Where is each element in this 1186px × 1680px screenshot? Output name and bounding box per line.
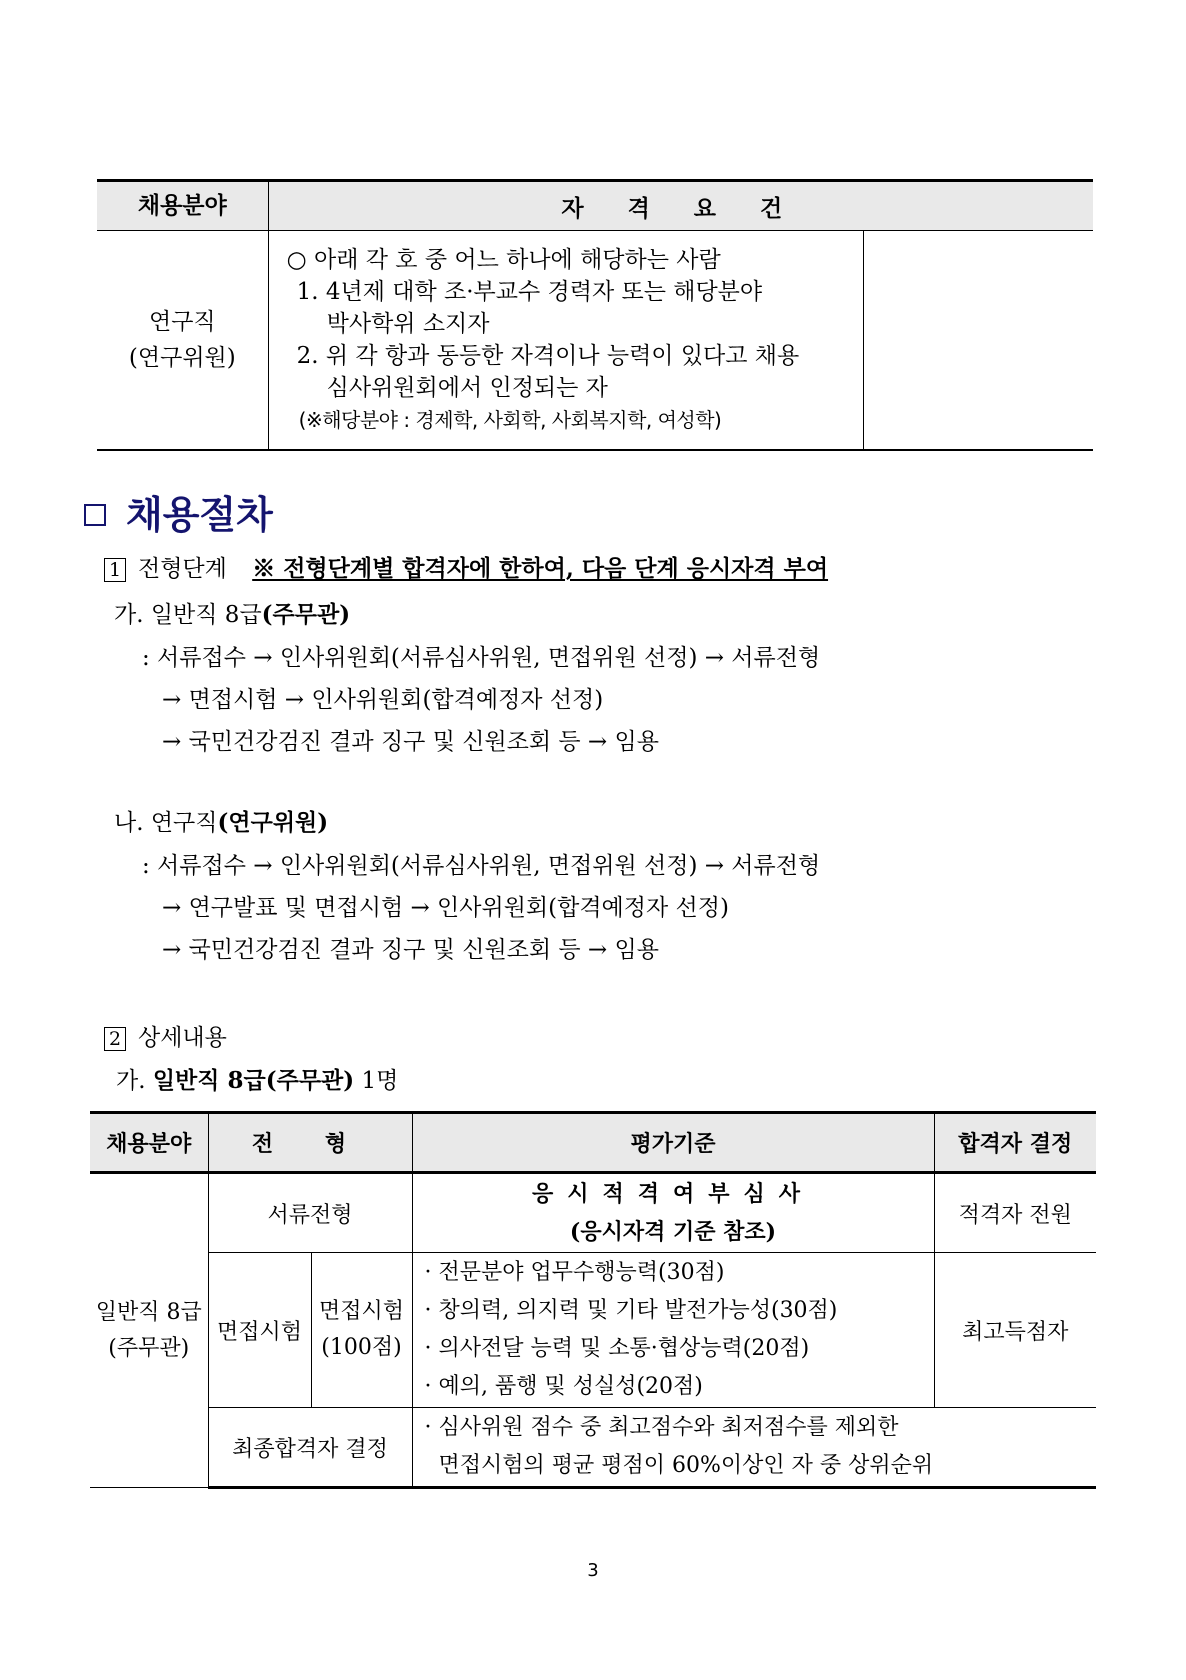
criteria-doc-screening — [412, 1173, 934, 1253]
detail-sub-prefix: 가. — [116, 1068, 146, 1094]
req-intro: ○ 아래 각 호 중 어느 하나에 해당하는 사람 — [286, 247, 721, 273]
criteria-final-line-2: 면접시험의 평균 평점이 60%이상인 자 중 상위순위 — [438, 1453, 934, 1478]
track-a-step-1: : 서류접수 → 인사위원회(서류심사위원, 면접위원 선정) → 서류전형 — [142, 645, 821, 671]
criteria-interview — [412, 1253, 934, 1408]
decision-interview: 최고득점자 — [934, 1253, 1096, 1408]
req-item-1-cont: 박사학위 소지자 — [326, 311, 490, 337]
track-b-step-2: → 연구발표 및 면접시험 → 인사위원회(합격예정자 선정) — [162, 895, 729, 921]
stage-doc-screening: 서류전형 — [208, 1173, 412, 1253]
field-name: 일반직 8급 — [95, 1299, 202, 1325]
req-item-2-cont: 심사위원회에서 인정되는 자 — [326, 375, 608, 401]
track-a-title — [114, 596, 350, 629]
interview-sub-name: 면접시험 — [318, 1299, 404, 1324]
interview-sub-points: (100점) — [321, 1335, 402, 1360]
track-a-title-bold: (주무관) — [261, 601, 351, 628]
track-b-title — [114, 804, 328, 837]
evaluation-table — [90, 1111, 1096, 1489]
detail-sub-suffix: 1명 — [361, 1068, 399, 1094]
field-position: (연구위원) — [128, 345, 236, 371]
requirements-cell — [268, 231, 864, 451]
criteria-final-line-1: · 심사위원 점수 중 최고점수와 최저점수를 제외한 — [424, 1415, 899, 1440]
track-a-step-3: → 국민건강검진 결과 징구 및 신원조회 등 → 임용 — [162, 729, 659, 755]
evaluation-table-header — [90, 1113, 1096, 1173]
header-field: 채용분야 — [97, 181, 268, 231]
page-number: 3 — [587, 1560, 599, 1581]
criteria-interview-1: · 전문분야 업무수행능력(30점) — [424, 1260, 725, 1285]
track-b-title-bold: (연구위원) — [217, 809, 329, 836]
stage-interview-sub — [311, 1253, 412, 1408]
header-stage: 전 형 — [208, 1113, 412, 1173]
criteria-final-decision — [412, 1408, 1096, 1488]
stage-heading — [104, 550, 828, 583]
interview-row — [90, 1253, 1096, 1408]
qualification-row — [97, 231, 1093, 451]
field-cell — [90, 1173, 208, 1488]
criteria-interview-4: · 예의, 품행 및 성실성(20점) — [424, 1374, 703, 1399]
req-note: (※해당분야 : 경제학, 사회학, 사회복지학, 여성학) — [298, 408, 722, 432]
checkbox-bullet-icon — [84, 504, 106, 526]
stage-final-decision: 최종합격자 결정 — [208, 1408, 412, 1488]
decision-doc-screening: 적격자 전원 — [934, 1173, 1096, 1253]
qualification-table-header — [97, 181, 1093, 231]
section-heading — [84, 484, 273, 539]
detail-label: 상세내용 — [138, 1025, 227, 1051]
qualification-table — [97, 179, 1093, 451]
stage-number: 1 — [104, 558, 126, 582]
track-b-title-prefix: 나. 연구직 — [114, 810, 218, 836]
field-name: 연구직 — [148, 309, 216, 335]
header-criteria: 평가기준 — [412, 1113, 934, 1173]
req-item-2: 2. 위 각 항과 동등한 자격이나 능력이 있다고 채용 — [296, 343, 800, 369]
track-a-step-2: → 면접시험 → 인사위원회(합격예정자 선정) — [162, 687, 604, 713]
field-position: (주무관) — [108, 1335, 190, 1361]
criteria-doc-line-2: (응시자격 기준 참조) — [569, 1219, 777, 1245]
track-a-title-prefix: 가. 일반직 8급 — [114, 602, 262, 628]
stage-interview: 면접시험 — [208, 1253, 311, 1408]
criteria-interview-3: · 의사전달 능력 및 소통·협상능력(20점) — [424, 1336, 810, 1361]
criteria-interview-2: · 창의력, 의지력 및 기타 발전가능성(30점) — [424, 1298, 838, 1323]
final-decision-row — [90, 1408, 1096, 1488]
track-b-step-1: : 서류접수 → 인사위원회(서류심사위원, 면접위원 선정) → 서류전형 — [142, 853, 821, 879]
section-title: 채용절차 — [126, 493, 273, 537]
header-decision: 합격자 결정 — [934, 1113, 1096, 1173]
track-b-step-3: → 국민건강검진 결과 징구 및 신원조회 등 → 임용 — [162, 937, 659, 963]
header-field: 채용분야 — [90, 1113, 208, 1173]
criteria-doc-line-1: 응시적격여부심사 — [531, 1181, 815, 1207]
header-requirements: 자 격 요 건 — [268, 181, 1093, 231]
detail-sub-bold: 일반직 8급(주무관) — [152, 1067, 355, 1094]
req-item-1: 1. 4년제 대학 조·부교수 경력자 또는 해당분야 — [296, 279, 763, 305]
detail-subheading — [116, 1062, 398, 1095]
field-cell — [97, 231, 268, 451]
empty-cell — [864, 231, 1093, 451]
stage-notice: ※ 전형단계별 합격자에 한하여, 다음 단계 응시자격 부여 — [252, 555, 829, 582]
detail-heading — [104, 1019, 227, 1052]
stage-label: 전형단계 — [138, 556, 227, 582]
doc-screening-row — [90, 1173, 1096, 1253]
detail-number: 2 — [104, 1027, 126, 1051]
